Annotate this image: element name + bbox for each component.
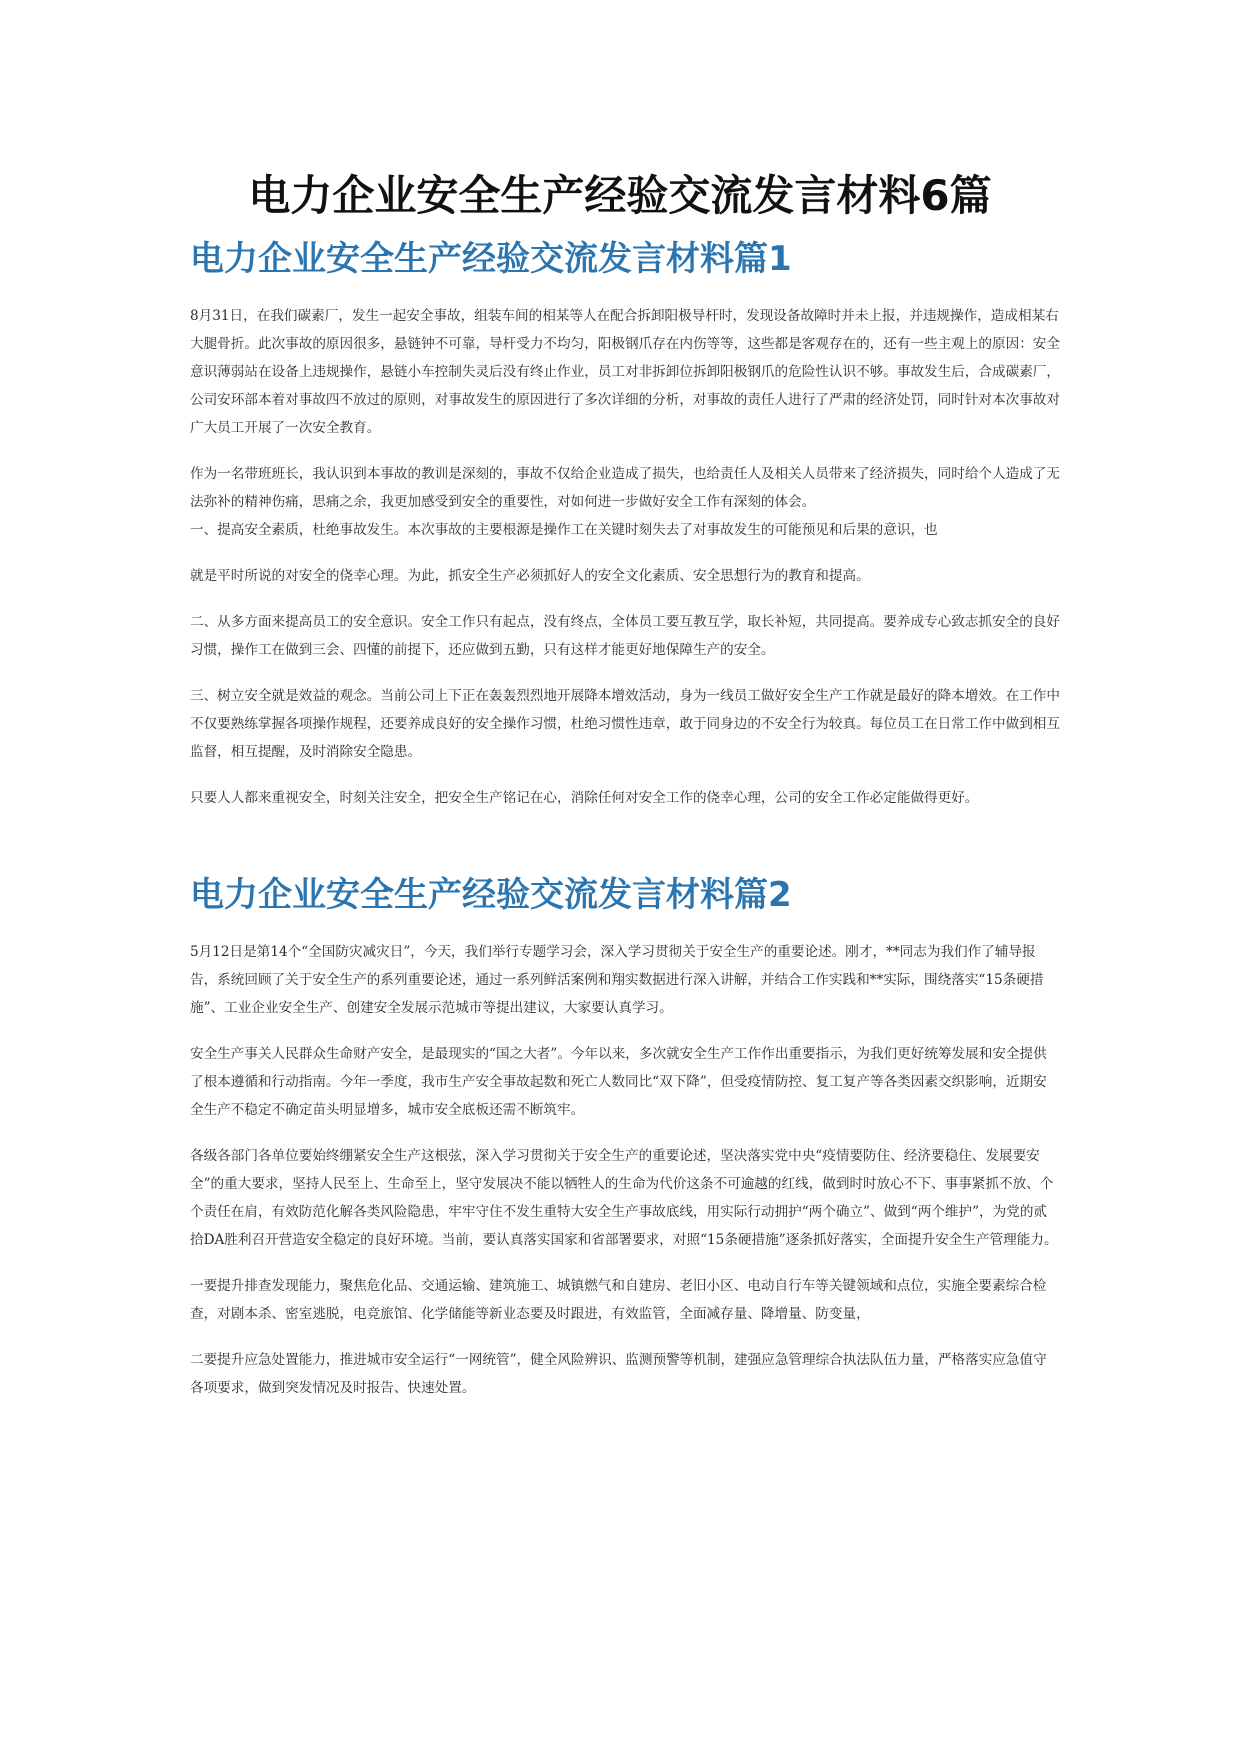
section-1-paragraph-6: 三、树立安全就是效益的观念。当前公司上下正在轰轰烈烈地开展降本增效活动，身为一线员工做好安全生产工作就是最好的降本增效。在工作中不仅要熟练掌握各项操作规程，还要养成良好的安全操作习惯，杜绝习惯性违章，敢于同身边的不安全行为较真。每位员工在日常工作中做到相互监督，相互提醒，及时消除安全隐患。 (190, 688, 1060, 760)
section-2-paragraph-5: 二要提升应急处置能力，推进城市安全运行“一网统管”，健全风险辨识、监测预警等机制，建强应急管理综合执法队伍力量，严格落实应急值守各项要求，做到突发情况及时报告、快速处置。 (190, 1352, 1047, 1396)
section-1-paragraph-4: 就是平时所说的对安全的侥幸心理。为此，抓安全生产必须抓好人的安全文化素质、安全思想行为的教育和提高。 (190, 568, 870, 584)
section-1 (190, 236, 1060, 830)
document-title: 电力企业安全生产经验交流发言材料6篇 (248, 171, 992, 220)
page-break-gap (190, 544, 1060, 562)
section-1-heading: 电力企业安全生产经验交流发言材料篇1 (190, 239, 792, 279)
section-1-paragraph-7: 只要人人都来重视安全，时刻关注安全，把安全生产铭记在心，消除任何对安全工作的侥幸心理，公司的安全工作必定能做得更好。 (190, 790, 979, 806)
section-1-paragraph-3: 一、提高安全素质，杜绝事故发生。本次事故的主要根源是操作工在关键时刻失去了对事故发生的可能预见和后果的意识，也 (190, 522, 938, 538)
section-2 (190, 872, 1060, 1420)
section-2-paragraph-4: 一要提升排查发现能力，聚焦危化品、交通运输、建筑施工、城镇燃气和自建房、老旧小区、电动自行车等关键领域和点位，实施全要素综合检查，对剧本杀、密室逃脱，电竞旅馆、化学储能等新业态要及时跟进，有效监管，全面减存量、降增量、防变量， (190, 1278, 1047, 1322)
section-2-paragraph-1: 5月12日是第14个“全国防灾减灾日”，今天，我们举行专题学习会，深入学习贯彻关于安全生产的重要论述。刚才，**同志为我们作了辅导报告，系统回顾了关于安全生产的系列重要论述，通过一系列鲜活案例和翔实数据进行深入讲解，并结合工作实践和**实际，围绕落实“15条硬措施”、工业企业安全生产、创建安全发展示范城市等提出建议，大家要认真学习。 (190, 944, 1044, 1016)
section-1-paragraph-2: 作为一名带班班长，我认识到本事故的教训是深刻的，事故不仅给企业造成了损失，也给责任人及相关人员带来了经济损失，同时给个人造成了无法弥补的精神伤痛，思痛之余，我更加感受到安全的重要性，对如何进一步做好安全工作有深刻的体会。 (190, 466, 1060, 510)
section-2-paragraph-2: 安全生产事关人民群众生命财产安全，是最现实的“国之大者”。今年以来，多次就安全生产工作作出重要指示，为我们更好统筹发展和安全提供了根本遵循和行动指南。今年一季度，我市生产安全事故起数和死亡人数同比“双下降”，但受疫情防控、复工复产等各类因素交织影响，近期安全生产不稳定不确定苗头明显增多，城市安全底板还需不断筑牢。 (190, 1046, 1047, 1118)
section-2-heading: 电力企业安全生产经验交流发言材料篇2 (190, 875, 792, 915)
section-1-paragraph-1: 8月31日，在我们碳素厂，发生一起安全事故，组装车间的相某等人在配合拆卸阳极导杆时，发现设备故障时并未上报，并违规操作，造成相某右大腿骨折。此次事故的原因很多，悬链钟不可靠，导杆受力不均匀，阳极钢爪存在内伤等等，这些都是客观存在的，还有一些主观上的原因：安全意识薄弱站在设备上违规操作，悬链小车控制失灵后没有终止作业，员工对非拆卸位拆卸阳极钢爪的危险性认识不够。事故发生后，合成碳素厂，公司安环部本着对事故四不放过的原则，对事故发生的原因进行了多次详细的分析，对事故的责任人进行了严肃的经济处罚，同时针对本次事故对广大员工开展了一次安全教育。 (190, 308, 1060, 436)
section-2-paragraph-3: 各级各部门各单位要始终绷紧安全生产这根弦，深入学习贯彻关于安全生产的重要论述，坚决落实党中央“疫情要防住、经济要稳住、发展要安全”的重大要求，坚持人民至上、生命至上，坚守发展决不能以牺牲人的生命为代价这条不可逾越的红线，做到时时放心不下、事事紧抓不放、个个责任在肩，有效防范化解各类风险隐患，牢牢守住不发生重特大安全生产事故底线，用实际行动拥护“两个确立”、做到“两个维护”，为党的贰拾DA胜利召开营造安全稳定的良好环境。当前，要认真落实国家和省部署要求，对照“15条硬措施”逐条抓好落实，全面提升安全生产管理能力。 (190, 1148, 1058, 1248)
section-1-paragraph-5: 二、从多方面来提高员工的安全意识。安全工作只有起点，没有终点，全体员工要互教互学，取长补短，共同提高。要养成专心致志抓安全的良好习惯，操作工在做到三会、四懂的前提下，还应做到五勤，只有这样才能更好地保障生产的安全。 (190, 614, 1060, 658)
